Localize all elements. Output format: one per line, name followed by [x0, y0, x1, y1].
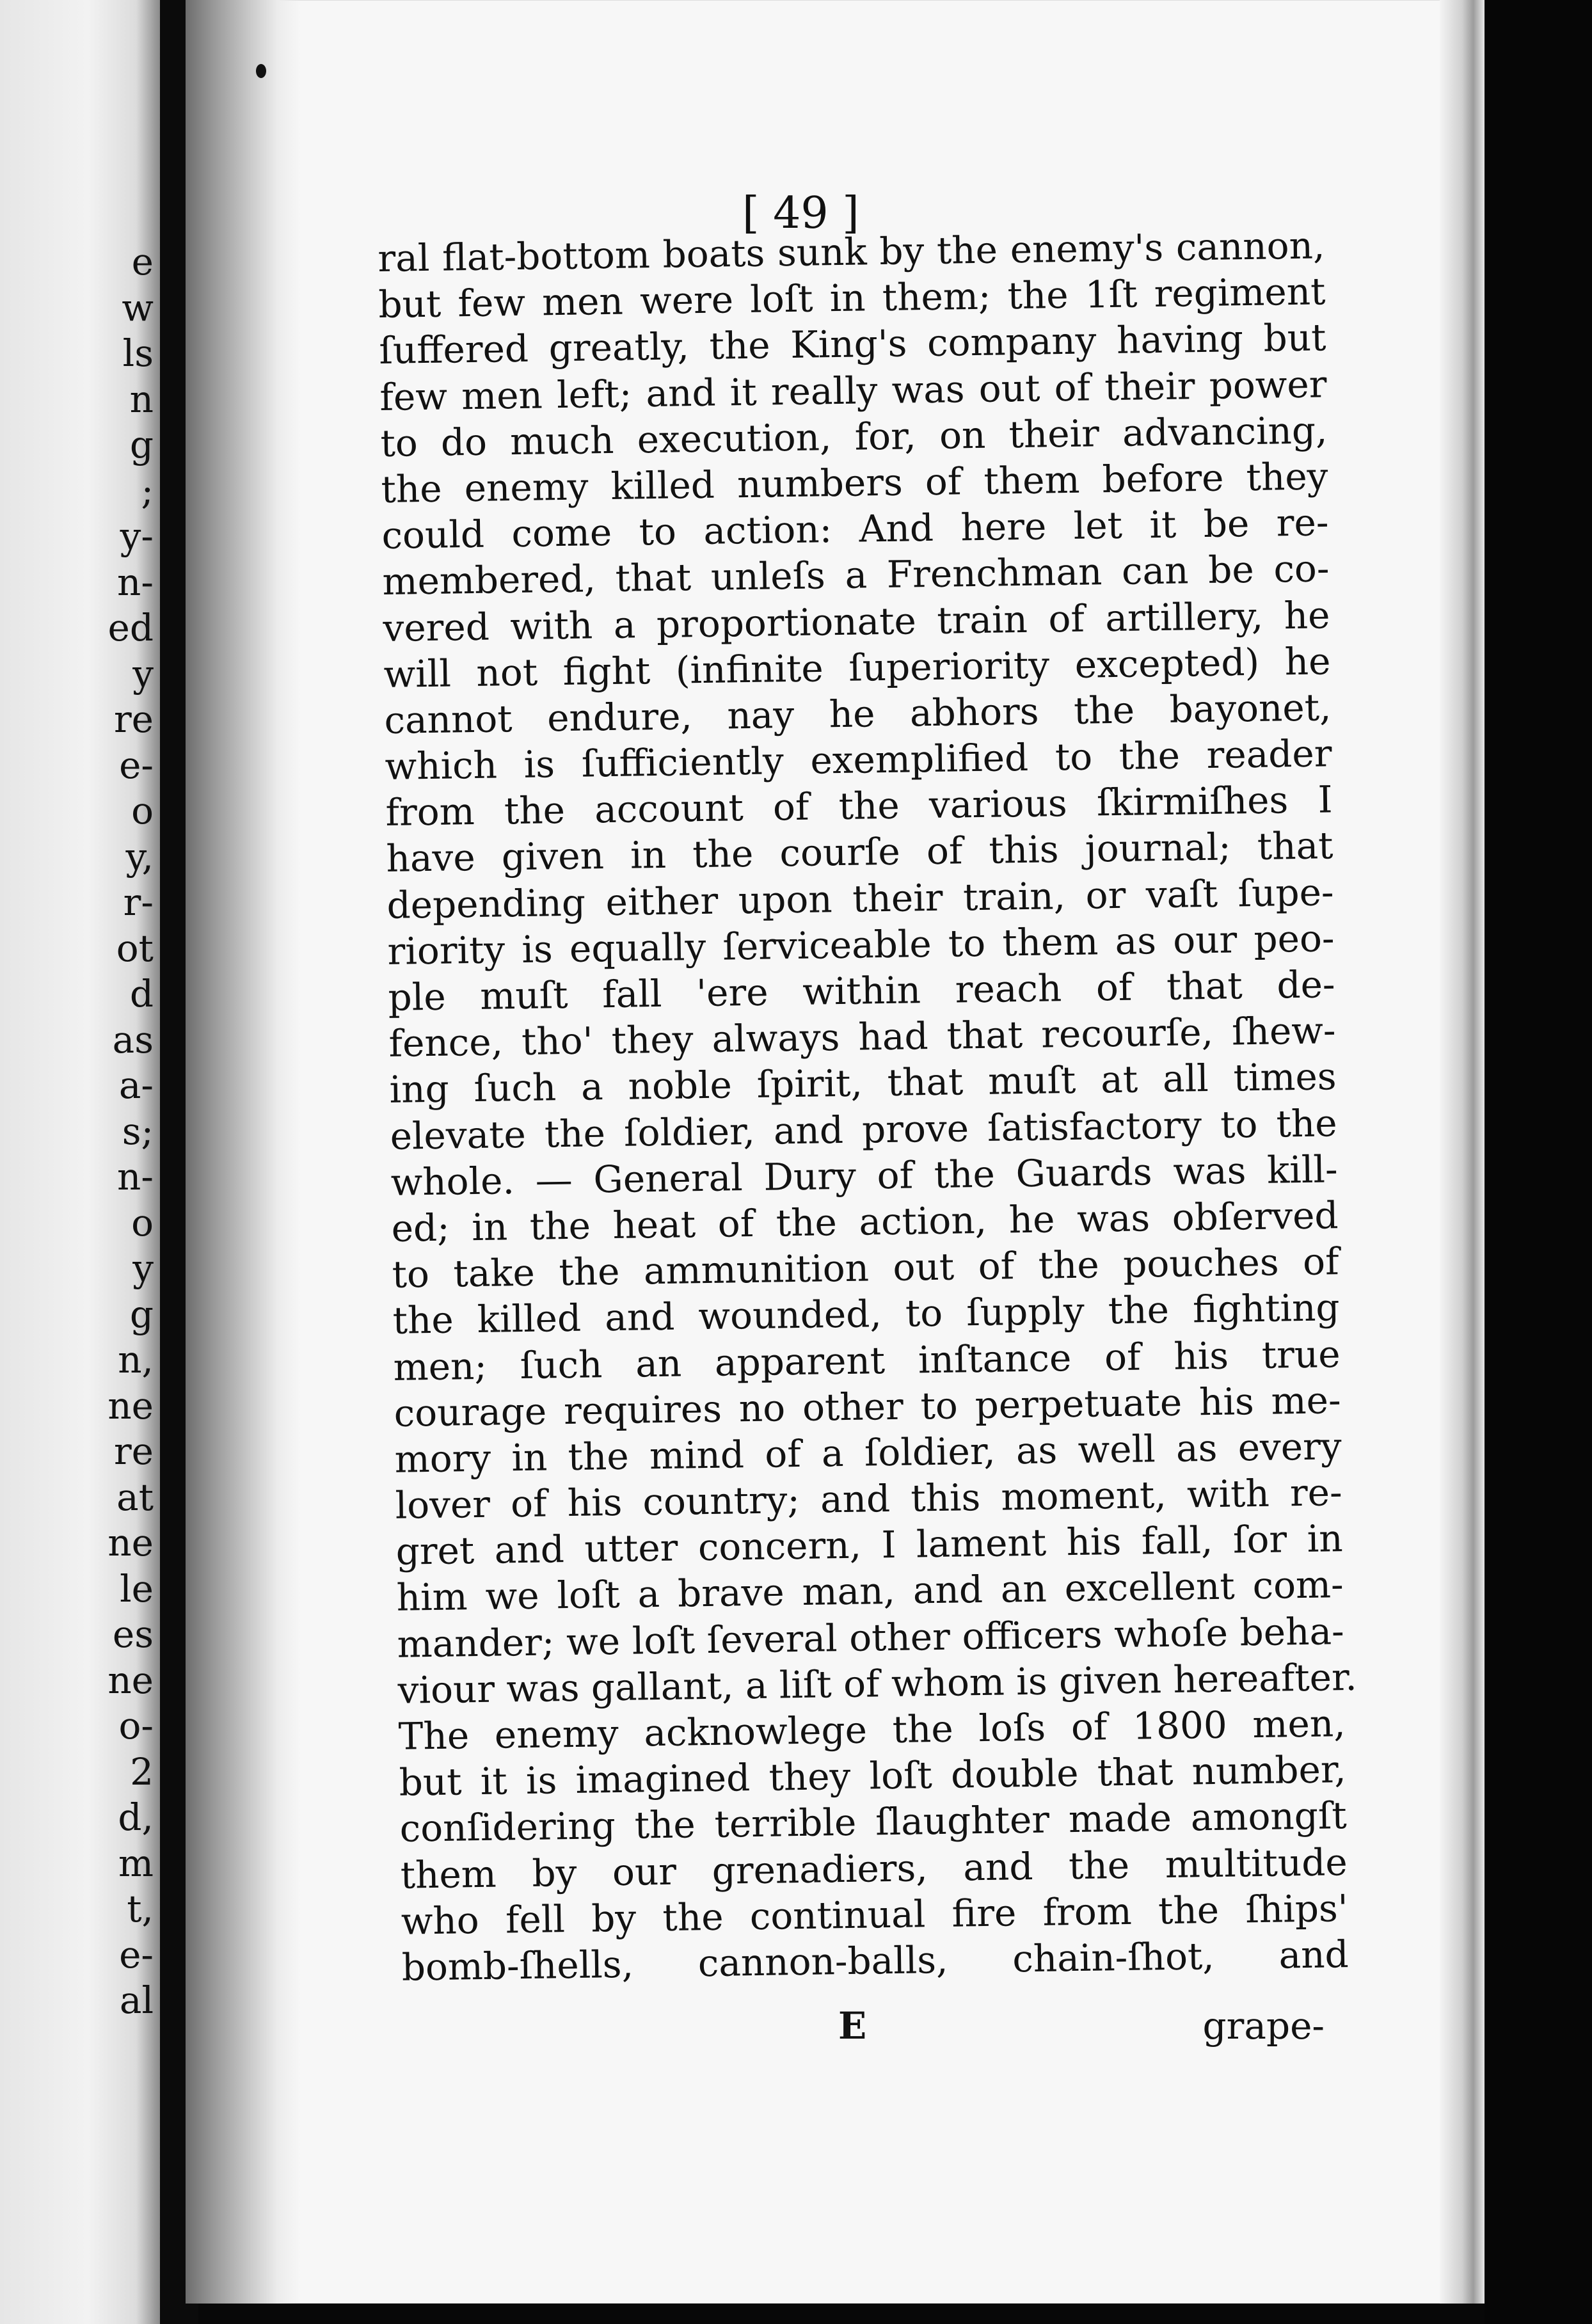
previous-page-fragment: n- [117, 1155, 154, 1198]
text-line: depending either upon their train, or vaſt ſupe- [386, 870, 1334, 927]
previous-page-fragment: ne [107, 1658, 154, 1702]
text-line: who fell by the continual fire from the ſhips' [401, 1886, 1349, 1943]
signature-mark: E [838, 2004, 867, 2048]
previous-page-fragment: ; [141, 468, 154, 513]
text-line: viour was gallant, a liſt of whom is given hereafter. [397, 1655, 1358, 1712]
previous-page-fragment: o [131, 1200, 154, 1245]
text-line: ing ſuch a noble ſpirit, that muſt at all times [389, 1055, 1337, 1112]
text-line: vered with a proportionate train of artillery, he [383, 593, 1330, 650]
previous-page-fragment: 2 [130, 1749, 154, 1794]
text-line: have given in the courſe of this journal; that [386, 824, 1333, 881]
text-line: ed; in the heat of the action, he was obſerved [391, 1193, 1339, 1250]
previous-page-fragment: e [131, 240, 154, 283]
scan-background [1485, 0, 1592, 2324]
text-line: but few men were loſt in them; the 1ſt regiment [378, 269, 1326, 327]
previous-page-fragment: o [131, 789, 154, 832]
previous-page-fragment: t, [127, 1887, 154, 1930]
body-text [378, 222, 1358, 1991]
text-line: him we loſt a brave man, and an excellent com- [396, 1563, 1344, 1620]
previous-page-fragment: r- [123, 880, 154, 924]
text-line: the killed and wounded, to ſupply the fighting [392, 1285, 1341, 1343]
previous-page-fragment: ed [107, 606, 154, 649]
text-line: whole. — General Dury of the Guards was kill- [390, 1147, 1338, 1204]
text-line: could come to action: And here let it be re- [381, 500, 1329, 558]
spine-shadow [186, 0, 301, 2304]
text-line: bomb-ſhells, cannon-balls, chain-ſhot, and [401, 1932, 1349, 1989]
previous-page-fragment: o- [118, 1704, 154, 1747]
text-line: which is ſufficiently exemplified to the reader [385, 731, 1332, 788]
previous-page-fragment: g [129, 423, 154, 466]
text-line: elevate the ſoldier, and prove ſatisfactory to the [390, 1101, 1337, 1158]
previous-page-fragment: ne [107, 1521, 154, 1564]
previous-page-fragment: al [119, 1978, 154, 2022]
previous-page-fragment: d [129, 972, 154, 1015]
text-line: conſidering the terrible ſlaughter made amongſt [399, 1794, 1348, 1851]
previous-page-fragment: m [118, 1841, 154, 1885]
text-line: riority is equally ſerviceable to them as our peo- [387, 916, 1335, 973]
ink-blot [256, 64, 266, 78]
catchword: grape- [1202, 2004, 1325, 2048]
text-line: to take the ammunition out of the pouches of [392, 1239, 1340, 1296]
text-line: membered, that unleſs a Frenchman can be co- [382, 546, 1330, 604]
text-line: cannot endure, nay he abhors the bayonet, [384, 685, 1332, 742]
text-line: The enemy acknowlege the loſs of 1800 men, [398, 1701, 1346, 1758]
previous-page-fragment: n [129, 377, 154, 421]
page-number: [ 49 ] [742, 188, 859, 239]
text-line: the enemy killed numbers of them before they [381, 454, 1328, 511]
text-line: mory in the mind of a ſoldier, as well as every [394, 1424, 1342, 1481]
previous-page-fragment: re [113, 697, 154, 741]
page-footer [378, 2003, 1325, 2049]
previous-page-fragment: ot [116, 926, 154, 970]
text-line: ral flat-bottom boats sunk by the enemy's cannon, [378, 223, 1325, 280]
text-line: to do much execution, for, on their advancing, [380, 408, 1328, 465]
previous-page-fragment: y- [120, 514, 154, 558]
previous-page-fragment: e- [119, 743, 154, 787]
text-line: ple muſt fall 'ere within reach of that de- [388, 962, 1335, 1019]
text-line: courage requires no other to perpetuate his me- [394, 1378, 1342, 1435]
text-line: ſuffered greatly, the King's company having but [379, 315, 1326, 373]
text-line: few men left; and it really was out of their power [379, 362, 1327, 419]
text-line: from the account of the various ſkirmiſhes I [385, 777, 1333, 835]
previous-page-fragment: n- [117, 560, 154, 604]
previous-page-fragment: y [132, 651, 154, 696]
previous-page-fragment: as [112, 1017, 154, 1062]
previous-page-fragment: w [122, 285, 154, 330]
page-edge [1440, 0, 1485, 2304]
text-line: lover of his country; and this moment, with re- [395, 1470, 1343, 1527]
text-line: men; ſuch an apparent inſtance of his true [393, 1332, 1341, 1389]
previous-page-fragment: ne [107, 1383, 154, 1428]
previous-page-fragment: n, [118, 1338, 154, 1381]
previous-page-fragment: d, [118, 1795, 154, 1839]
previous-page-fragment: es [112, 1612, 154, 1656]
text-line: fence, tho' they always had that recourſe, ſhew- [388, 1008, 1336, 1066]
previous-page-fragment: re [113, 1429, 154, 1473]
previous-page-edge [0, 0, 160, 2324]
previous-page-fragment: le [120, 1566, 154, 1611]
previous-page-fragment: y, [125, 834, 154, 879]
previous-page-fragment: a- [118, 1063, 154, 1107]
previous-page-fragment: e- [119, 1932, 154, 1977]
text-line: mander; we loſt ſeveral other officers whoſe beha- [397, 1609, 1345, 1666]
previous-page-fragment: s; [122, 1109, 154, 1153]
previous-page-fragment: ls [122, 331, 154, 375]
text-line: will not fight (infinite ſuperiority excepted) he [383, 639, 1331, 696]
text-line: but it is imagined they loſt double that number, [399, 1747, 1347, 1804]
previous-page-fragment: at [116, 1475, 154, 1519]
text-line: gret and utter concern, I lament his fall, ſor in [395, 1516, 1344, 1574]
text-line: them by our grenadiers, and the multitude [400, 1840, 1348, 1897]
previous-page-fragment: g [129, 1292, 154, 1336]
previous-page-fragment: y [132, 1246, 154, 1290]
